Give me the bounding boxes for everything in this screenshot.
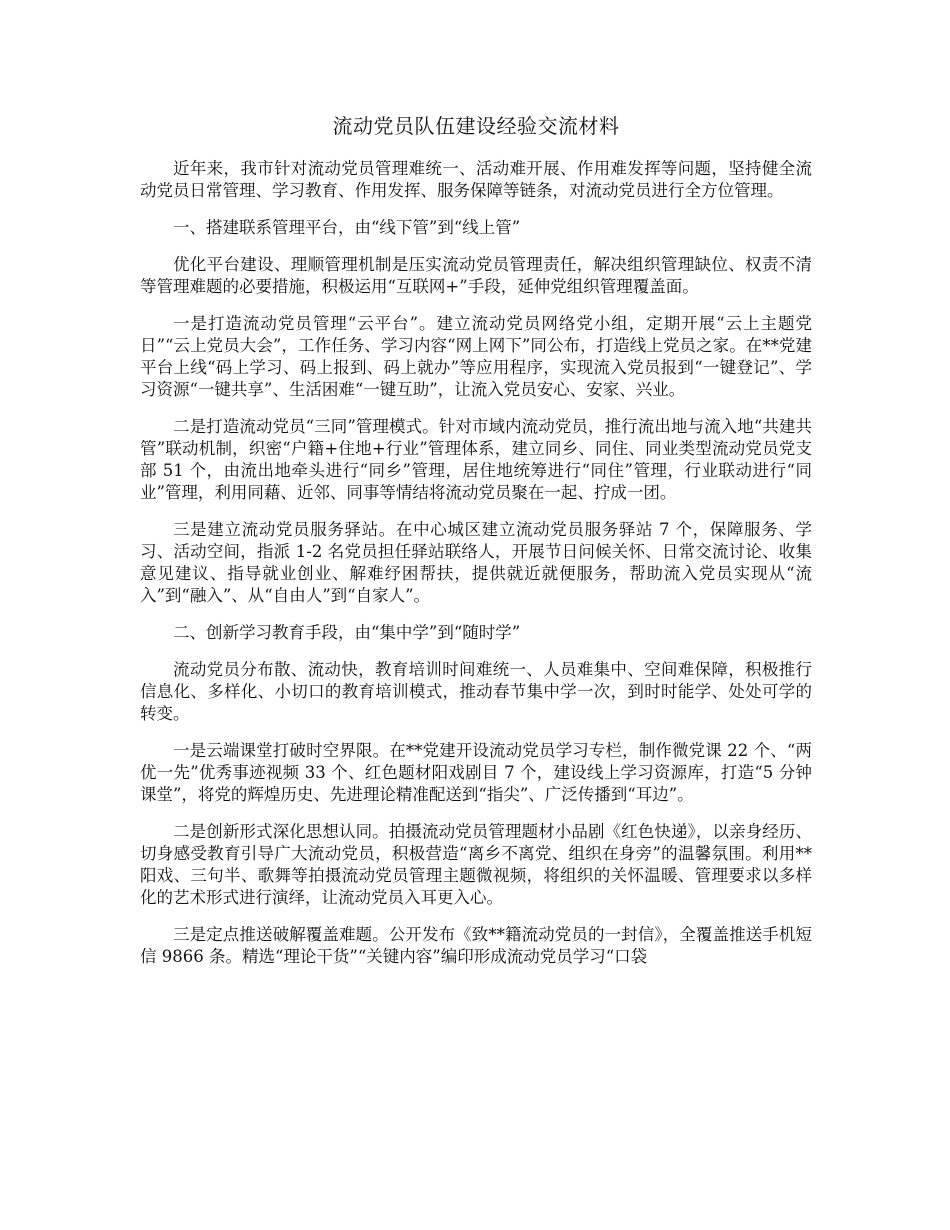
intro-paragraph: 近年来，我市针对流动党员管理难统一、活动难开展、作用难发挥等问题，坚持健全流动党员日常管理、学习教育、作用发挥、服务保障等链条，对流动党员进行全方位管理。 <box>140 159 812 200</box>
section-heading-1: 一、搭建联系管理平台，由“线下管”到“线上管” <box>173 218 521 237</box>
section-heading-2: 二、创新学习教育手段，由“集中学”到“随时学” <box>173 623 521 642</box>
section-2-item-2-paragraph: 二是创新形式深化思想认同。拍摄流动党员管理题材小品剧《红色快递》，以亲身经历、切身感受教育引导广大流动党员，积极营造“离乡不离党、组织在身旁”的温馨氛围。利用**阳戏、三句半、歌舞等拍摄流动党员管理主题微视频，将组织的关怀温暖、管理要求以多样化的艺术形式进行演绎，让流动党员入耳更入心。 <box>140 822 812 907</box>
section-1-item-3-paragraph: 三是建立流动党员服务驿站。在中心城区建立流动党员服务驿站 7 个，保障服务、学习、活动空间，指派 1-2 名党员担任驿站联络人，开展节日问候关怀、日常交流讨论、收集意见建议、指导就业创业、解难纾困帮扶，提供就近就便服务，帮助流入党员实现从“流入”到“融入”、从“自由人”到“自家人”。 <box>140 520 812 605</box>
section-1-item-1-paragraph: 一是打造流动党员管理“云平台”。建立流动党员网络党小组，定期开展“云上主题党日”“云上党员大会”，工作任务、学习内容“网上网下”同公布，打造线上党员之家。在**党建平台上线“码上学习、码上报到、码上就办”等应用程序，实现流入党员报到“一键登记”、学习资源“一键共享”、生活困难“一键互助”，让流入党员安心、安家、兴业。 <box>140 314 812 399</box>
section-2-item-3-paragraph: 三是定点推送破解覆盖难题。公开发布《致**籍流动党员的一封信》，全覆盖推送手机短信 9866 条。精选“理论干货”“关键内容”编印形成流动党员学习“口袋 <box>140 925 812 966</box>
document-body <box>140 112 812 983</box>
section-1-item-2-paragraph: 二是打造流动党员“三同”管理模式。针对市域内流动党员，推行流出地与流入地“共建共管”联动机制，织密“户籍+住地+行业”管理体系，建立同乡、同住、同业类型流动党员党支部 51 个，由流出地牵头进行“同乡”管理，居住地统筹进行“同住”管理，行业联动进行“同业”管理，利用同藉、近邻、同事等情结将流动党员聚在一起、拧成一团。 <box>140 417 812 502</box>
section-1-intro-paragraph: 优化平台建设、理顺管理机制是压实流动党员管理责任，解决组织管理缺位、权责不清等管理难题的必要措施，积极运用“互联网+”手段，延伸党组织管理覆盖面。 <box>140 255 812 296</box>
section-2-item-1-paragraph: 一是云端课堂打破时空界限。在**党建开设流动党员学习专栏，制作微党课 22 个、“两优一先”优秀事迹视频 33 个、红色题材阳戏剧目 7 个，建设线上学习资源库，打造“5 分钟课堂”，将党的辉煌历史、先进理论精准配送到“指尖”、广泛传播到“耳边”。 <box>140 741 812 804</box>
section-2-intro-paragraph: 流动党员分布散、流动快，教育培训时间难统一、人员难集中、空间难保障，积极推行信息化、多样化、小切口的教育培训模式，推动春节集中学一次，到时时能学、处处可学的转变。 <box>140 660 812 723</box>
document-title: 流动党员队伍建设经验交流材料 <box>332 114 620 138</box>
